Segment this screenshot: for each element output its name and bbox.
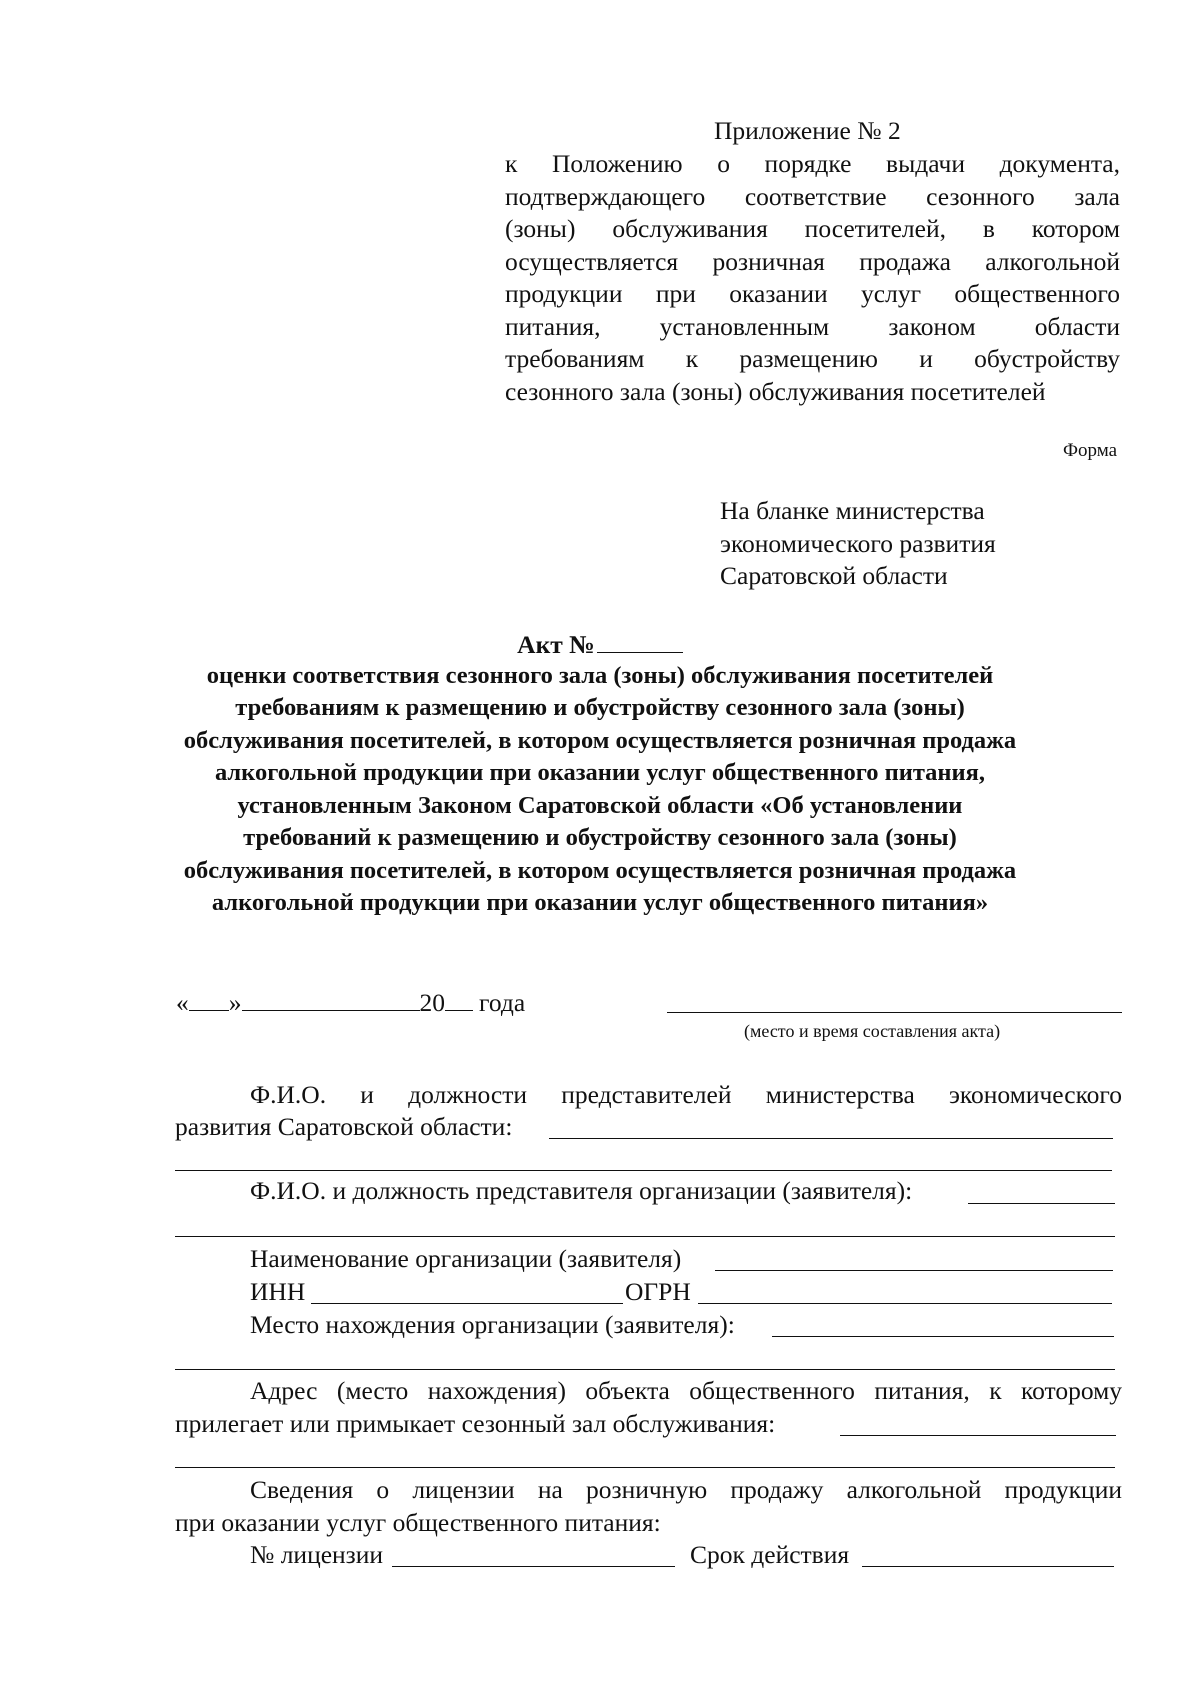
- org-location-field-2[interactable]: [175, 1369, 1115, 1370]
- applicant-rep-field-2[interactable]: [175, 1236, 1115, 1237]
- applicant-rep-field[interactable]: [968, 1203, 1115, 1204]
- place-time-caption: (место и время составления акта): [744, 1021, 1001, 1041]
- address-field[interactable]: [840, 1435, 1116, 1436]
- appendix-line: осуществляется розничная продажа алкогольной: [505, 247, 1120, 276]
- act-body-line: требованиям к размещению и обустройству сезонного зала (зоны): [235, 694, 965, 721]
- year-field[interactable]: [445, 986, 473, 1011]
- ministry-reps-field-2[interactable]: [175, 1170, 1112, 1171]
- appendix-line: продукции при оказании услуг общественного: [505, 279, 1120, 308]
- appendix-line: сезонного зала (зоны) обслуживания посетителей: [505, 377, 1046, 406]
- org-name-label: Наименование организации (заявителя): [250, 1244, 682, 1273]
- address-label: Адрес (место нахождения) объекта общественного питания, к которому: [250, 1376, 1122, 1405]
- applicant-rep-label: Ф.И.О. и должность представителя организации (заявителя):: [250, 1176, 913, 1205]
- inn-field[interactable]: [311, 1303, 623, 1304]
- date-open-quote: «: [176, 988, 189, 1017]
- license-no-label: № лицензии: [250, 1540, 384, 1569]
- form-label: Форма: [1063, 440, 1118, 461]
- act-body-line: установленным Законом Саратовской области «Об установлении: [237, 792, 963, 819]
- appendix-line: (зоны) обслуживания посетителей, в котором: [505, 214, 1120, 243]
- ministry-reps-label-cont: развития Саратовской области:: [175, 1112, 513, 1141]
- date-close-quote: »: [228, 988, 242, 1017]
- act-title-text: Акт №: [517, 630, 595, 659]
- act-title: [0, 626, 1200, 660]
- act-body-line: оценки соответствия сезонного зала (зоны) обслуживания посетителей: [206, 662, 994, 689]
- act-body-line: обслуживания посетителей, в котором осуществляется розничная продажа: [183, 727, 1017, 754]
- place-time-field[interactable]: [667, 1012, 1122, 1013]
- appendix-line: к Положению о порядке выдачи документа,: [505, 149, 1120, 178]
- date-row: [176, 986, 525, 1018]
- ogrn-field[interactable]: [698, 1303, 1112, 1304]
- license-label-cont: при оказании услуг общественного питания:: [175, 1508, 661, 1537]
- act-number-field[interactable]: [597, 626, 683, 653]
- address-label-cont: прилегает или примыкает сезонный зал обслуживания:: [175, 1409, 776, 1438]
- address-field-2[interactable]: [175, 1467, 1115, 1468]
- day-field[interactable]: [189, 986, 229, 1011]
- license-term-field[interactable]: [862, 1566, 1114, 1567]
- appendix-line: питания, установленным законом области: [505, 312, 1120, 341]
- year-century: 20: [419, 988, 445, 1017]
- ogrn-label: ОГРН: [625, 1277, 691, 1306]
- appendix-line: подтверждающего соответствие сезонного зала: [505, 182, 1120, 211]
- act-body-line: алкогольной продукции при оказании услуг общественного питания»: [211, 889, 989, 916]
- appendix-line: требованиям к размещению и обустройству: [505, 344, 1120, 373]
- ministry-reps-label: Ф.И.О. и должности представителей министерства экономического: [250, 1080, 1122, 1109]
- license-term-label: Срок действия: [690, 1540, 850, 1569]
- act-body-line: обслуживания посетителей, в котором осуществляется розничная продажа: [183, 857, 1017, 884]
- ministry-reps-field[interactable]: [549, 1138, 1113, 1139]
- org-location-label: Место нахождения организации (заявителя):: [250, 1310, 735, 1339]
- act-body-line: алкогольной продукции при оказании услуг общественного питания,: [214, 759, 986, 786]
- year-word: года: [479, 988, 526, 1017]
- license-no-field[interactable]: [392, 1566, 675, 1567]
- org-name-field[interactable]: [715, 1270, 1113, 1271]
- blank-line: экономического развития: [720, 529, 996, 558]
- inn-label: ИНН: [250, 1277, 306, 1306]
- appendix-title: Приложение № 2: [714, 116, 901, 145]
- blank-line: Саратовской области: [720, 561, 948, 590]
- act-body-line: требований к размещению и обустройству сезонного зала (зоны): [243, 824, 957, 851]
- org-location-field[interactable]: [772, 1336, 1114, 1337]
- month-field[interactable]: [242, 986, 420, 1011]
- license-label: Сведения о лицензии на розничную продажу алкогольной продукции: [250, 1475, 1122, 1504]
- blank-line: На бланке министерства: [720, 496, 985, 525]
